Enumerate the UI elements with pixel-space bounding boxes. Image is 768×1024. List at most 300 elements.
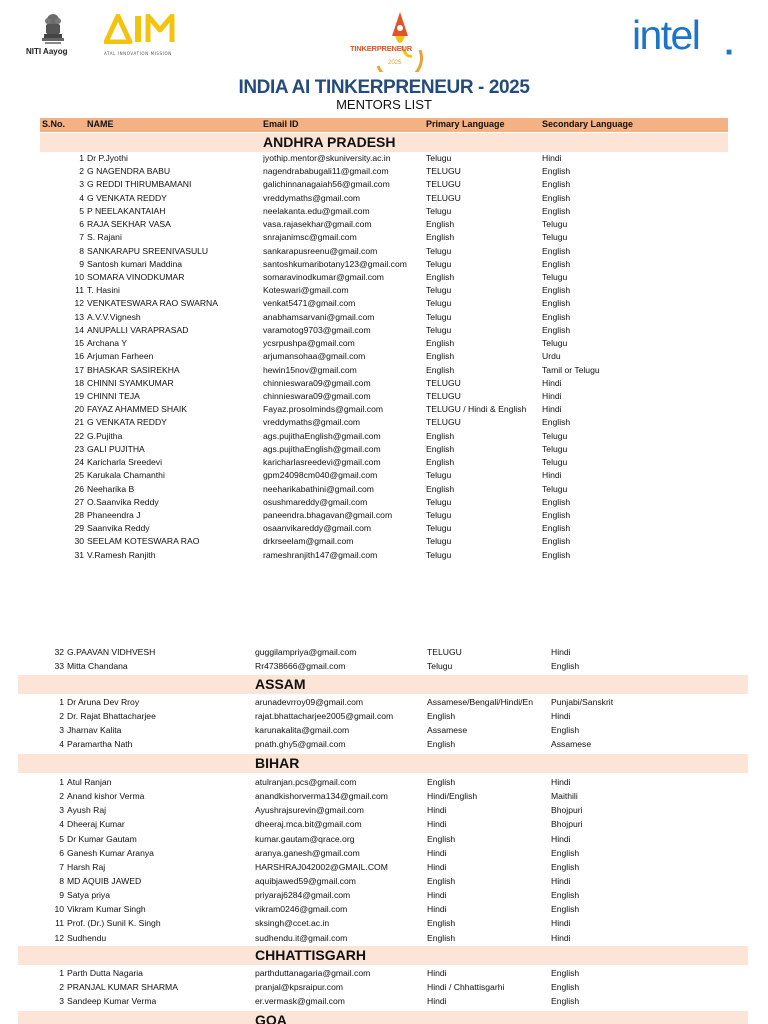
secondary-language: English (542, 179, 571, 190)
table-row (0, 819, 768, 832)
mentor-name: GALI PUJITHA (87, 443, 145, 454)
state-heading (18, 675, 748, 694)
secondary-language: English (542, 509, 571, 520)
mentor-email: varamotog9703@gmail.com (263, 324, 371, 335)
secondary-language: English (542, 205, 571, 216)
intel-logo (632, 12, 731, 59)
table-row (0, 298, 768, 311)
row-serial-number: 23 (74, 443, 84, 454)
table-row (0, 219, 768, 232)
mentor-name: G VENKATA REDDY (87, 417, 167, 428)
row-serial-number: 8 (59, 875, 64, 886)
mentor-email: gpm24098cm040@gmail.com (263, 470, 378, 481)
primary-language: Telugu (426, 496, 452, 507)
primary-language: English (426, 271, 455, 282)
mentor-email: anandkishorverma134@gmail.com (255, 791, 388, 802)
aim-mark-icon (104, 14, 184, 44)
mentor-name: V.Ramesh Ranjith (87, 549, 156, 560)
row-serial-number: 29 (74, 523, 84, 534)
mentor-email: rajat.bhattacharjee2005@gmail.com (255, 711, 394, 722)
table-row (0, 404, 768, 417)
primary-language: English (426, 457, 455, 468)
primary-language: English (426, 364, 455, 375)
mentor-email: sudhendu.it@gmail.com (255, 932, 348, 943)
logo-bar (0, 0, 768, 78)
table-row (0, 725, 768, 738)
secondary-language: English (542, 536, 571, 547)
secondary-language: Hindi (551, 777, 571, 787)
mentor-email: karunakalita@gmail.com (255, 725, 350, 736)
secondary-language: English (542, 285, 571, 296)
primary-language: Telugu (426, 523, 452, 534)
table-row (0, 805, 768, 818)
row-serial-number: 15 (74, 338, 84, 349)
mentor-email: santoshkumaribotany123@gmail.com (263, 258, 407, 269)
table-row (0, 365, 768, 378)
table-row (0, 285, 768, 298)
secondary-language: English (551, 996, 580, 1007)
mentor-name: A.V.V.Vignesh (87, 311, 141, 322)
mentor-email: sksingh@ccet.ac.in (255, 918, 330, 929)
table-row (0, 153, 768, 166)
tinkerpreneur-label: TINKERPRENEUR (350, 44, 412, 53)
row-serial-number: 17 (74, 364, 84, 375)
primary-language: TELUGU (427, 647, 462, 657)
primary-language: TELUGU (426, 192, 461, 203)
mentor-name: RAJA SEKHAR VASA (87, 219, 171, 230)
primary-language: Telugu (426, 298, 452, 309)
secondary-language: Hindi (551, 647, 571, 657)
state-name: GOA (255, 1012, 287, 1024)
mentor-email: pnath.ghy5@gmail.com (255, 739, 346, 750)
mentor-name: ANUPALLI VARAPRASAD (87, 324, 189, 335)
secondary-language: Hindi (542, 390, 562, 401)
row-serial-number: 2 (59, 711, 64, 722)
row-serial-number: 8 (79, 245, 84, 256)
mentor-email: nagendrababugali11@gmail.com (263, 166, 389, 177)
mentor-name: P NEELAKANTAIAH (87, 205, 166, 216)
secondary-language: Hindi (542, 377, 562, 388)
secondary-language: Telugu (542, 232, 568, 243)
mentor-name: SEELAM KOTESWARA RAO (87, 536, 200, 547)
secondary-language: English (542, 496, 571, 507)
secondary-language: Hindi (551, 932, 571, 943)
table-row (0, 739, 768, 752)
mentor-email: galichinnanagaiah56@gmail.com (263, 179, 390, 190)
table-row (0, 325, 768, 338)
aim-logo (104, 14, 194, 56)
intel-wordmark: intel (632, 12, 700, 58)
row-serial-number: 21 (74, 417, 84, 428)
mentor-name: Dr Aruna Dev Rroy (67, 697, 140, 707)
row-serial-number: 7 (59, 861, 64, 872)
mentor-name: Satya priya (67, 890, 110, 901)
mentor-name: Sudhendu (67, 932, 107, 943)
table-row (0, 391, 768, 404)
secondary-language: English (551, 661, 580, 671)
mentor-email: dheeraj.mca.bit@gmail.com (255, 819, 362, 830)
niti-aayog-logo (26, 12, 96, 56)
mentor-name: G NAGENDRA BABU (87, 166, 171, 177)
secondary-language: English (542, 245, 571, 256)
table-row (0, 259, 768, 272)
secondary-language: Maithili (551, 791, 578, 802)
mentor-name: CHINNI SYAMKUMAR (87, 377, 174, 388)
primary-language: TELUGU (426, 179, 461, 190)
primary-language: Telugu (426, 205, 452, 216)
primary-language: Hindi/English (427, 791, 478, 802)
row-serial-number: 1 (59, 777, 64, 787)
mentor-name: Phaneendra J (87, 509, 141, 520)
mentor-email: arunadevrroy09@gmail.com (255, 697, 364, 707)
mentor-email: karicharlasreedevi@gmail.com (263, 457, 381, 468)
table-row (0, 523, 768, 536)
table-row (0, 890, 768, 903)
state-heading (18, 946, 748, 965)
table-row (0, 312, 768, 325)
mentor-name: Parth Dutta Nagaria (67, 968, 143, 978)
table-row (0, 834, 768, 847)
primary-language: Telugu (426, 311, 452, 322)
secondary-language: English (542, 549, 571, 560)
row-serial-number: 3 (59, 805, 64, 816)
mentor-name: G REDDI THIRUMBAMANI (87, 179, 192, 190)
mentor-name: Saanvika Reddy (87, 523, 150, 534)
table-row (0, 272, 768, 285)
row-serial-number: 31 (74, 549, 84, 560)
primary-language: TELUGU (426, 390, 461, 401)
primary-language: Hindi (427, 847, 447, 858)
table-row (0, 697, 768, 710)
primary-language: English (426, 232, 455, 243)
table-row (0, 431, 768, 444)
row-serial-number: 6 (79, 219, 84, 230)
mentor-name: Sandeep Kumar Verma (67, 996, 157, 1007)
table-row (0, 351, 768, 364)
tinkerpreneur-year: 2025 (388, 60, 402, 66)
secondary-language: Assamese (551, 739, 592, 750)
primary-language: English (426, 351, 455, 362)
table-row (0, 982, 768, 995)
primary-language: TELUGU / Hindi & English (426, 404, 527, 415)
mentor-name: VENKATESWARA RAO SWARNA (87, 298, 218, 309)
mentor-email: Ayushrajsurevin@gmail.com (255, 805, 364, 816)
secondary-language: Tamil or Telugu (542, 364, 600, 375)
primary-language: English (427, 932, 456, 943)
table-row (0, 661, 768, 674)
rocket-icon (348, 6, 424, 72)
secondary-language: English (542, 417, 571, 428)
column-header-sno: S.No. (42, 119, 66, 129)
mentor-email: somaravinodkumar@gmail.com (263, 271, 384, 282)
mentor-email: anabhamsarvani@gmail.com (263, 311, 375, 322)
mentor-name: T. Hasini (87, 285, 120, 296)
page-title: INDIA AI TINKERPRENEUR - 2025 (238, 77, 530, 98)
row-serial-number: 11 (55, 918, 64, 929)
row-serial-number: 2 (59, 982, 64, 993)
secondary-language: English (542, 298, 571, 309)
mentor-name: Santosh kumari Maddina (87, 258, 183, 269)
row-serial-number: 28 (74, 509, 84, 520)
mentor-name: Dr Kumar Gautam (67, 833, 137, 844)
primary-language: English (426, 338, 455, 349)
state-name: CHHATTISGARH (255, 947, 366, 963)
row-serial-number: 12 (74, 298, 84, 309)
mentor-email: Koteswari@gmail.com (263, 285, 349, 296)
mentor-name: Atul Ranjan (67, 777, 112, 787)
secondary-language: English (542, 166, 571, 177)
mentor-email: guggilampriya@gmail.com (255, 647, 357, 657)
primary-language: TELUGU (426, 417, 461, 428)
secondary-language: English (542, 192, 571, 203)
mentor-email: osaanvikareddy@gmail.com (263, 523, 372, 534)
column-header-name: NAME (87, 119, 114, 129)
table-row (0, 338, 768, 351)
mentor-name: Anand kishor Verma (67, 791, 145, 802)
mentor-email: hewin15nov@gmail.com (263, 364, 357, 375)
table-row (0, 933, 768, 946)
secondary-language: English (551, 725, 580, 736)
table-row (0, 166, 768, 179)
row-serial-number: 4 (79, 192, 84, 203)
mentor-email: vreddymaths@gmail.com (263, 192, 361, 203)
secondary-language: Telugu (542, 338, 568, 349)
mentor-email: kumar.gautam@qrace.org (255, 833, 355, 844)
state-name: ASSAM (255, 676, 306, 692)
secondary-language: Hindi (551, 711, 571, 722)
primary-language: English (426, 443, 455, 454)
secondary-language: Bhojpuri (551, 805, 583, 816)
mentor-email: parthduttanagaria@gmail.com (255, 968, 371, 978)
mentor-email: Fayaz.prosolminds@gmail.com (263, 404, 384, 415)
secondary-language: Telugu (542, 443, 568, 454)
row-serial-number: 19 (74, 390, 84, 401)
state-name: ANDHRA PRADESH (263, 134, 396, 150)
mentor-name: Dr P.Jyothi (87, 153, 128, 163)
primary-language: English (427, 833, 456, 844)
table-row (0, 497, 768, 510)
column-header-email: Email ID (263, 119, 299, 129)
tinkerpreneur-logo (348, 6, 424, 72)
primary-language: Hindi (427, 996, 447, 1007)
secondary-language: English (542, 311, 571, 322)
table-row (0, 848, 768, 861)
primary-language: Hindi (427, 805, 447, 816)
secondary-language: English (542, 523, 571, 534)
intel-dot-icon: ■ (726, 47, 731, 58)
mentor-email: paneendra.bhagavan@gmail.com (263, 509, 393, 520)
mentor-name: Archana Y (87, 338, 127, 349)
row-serial-number: 3 (59, 996, 64, 1007)
state-heading (40, 133, 728, 152)
row-serial-number: 27 (74, 496, 84, 507)
primary-language: English (427, 711, 456, 722)
table-row (0, 246, 768, 259)
primary-language: English (427, 918, 456, 929)
table-row (0, 904, 768, 917)
niti-aayog-label: NITI Aayog (26, 47, 68, 56)
row-serial-number: 13 (74, 311, 84, 322)
primary-language: English (426, 219, 455, 230)
mentor-name: SOMARA VINODKUMAR (87, 271, 185, 282)
row-serial-number: 11 (75, 285, 84, 296)
row-serial-number: 14 (74, 324, 84, 335)
row-serial-number: 3 (79, 179, 84, 190)
mentor-email: arjumansohaa@gmail.com (263, 351, 366, 362)
column-header-primary-language: Primary Language (426, 119, 505, 129)
mentor-email: pranjal@kpsraipur.com (255, 982, 344, 993)
secondary-language: Hindi (542, 404, 562, 415)
mentor-name: Paramartha Nath (67, 739, 133, 750)
mentor-name: Dr. Rajat Bhattacharjee (67, 711, 156, 722)
row-serial-number: 16 (74, 351, 84, 362)
row-serial-number: 24 (74, 457, 84, 468)
primary-language: English (427, 739, 456, 750)
mentor-email: vikram0246@gmail.com (255, 904, 348, 915)
mentor-email: venkat5471@gmail.com (263, 298, 356, 309)
mentor-email: drkrseelam@gmail.com (263, 536, 354, 547)
secondary-language: Urdu (542, 351, 561, 362)
table-row (0, 484, 768, 497)
primary-language: Assamese (427, 725, 468, 736)
row-serial-number: 18 (74, 377, 84, 388)
mentor-email: neeharikabathini@gmail.com (263, 483, 374, 494)
row-serial-number: 9 (59, 890, 64, 901)
table-row (0, 711, 768, 724)
table-row (0, 968, 768, 981)
state-heading (18, 1011, 748, 1024)
secondary-language: English (551, 847, 580, 858)
mentor-name: Neeharika B (87, 483, 135, 494)
mentor-email: ags.pujithaEnglish@gmail.com (263, 443, 381, 454)
row-serial-number: 4 (59, 819, 64, 830)
mentor-name: Dheeraj Kumar (67, 819, 125, 830)
mentor-name: G.Pujitha (87, 430, 123, 441)
mentor-name: BHASKAR SASIREKHA (87, 364, 180, 375)
row-serial-number: 26 (74, 483, 84, 494)
mentor-name: Prof. (Dr.) Sunil K. Singh (67, 918, 161, 929)
mentor-name: Ayush Raj (67, 805, 107, 816)
page-subtitle: MENTORS LIST (336, 97, 432, 112)
table-row (0, 791, 768, 804)
primary-language: Telugu (426, 324, 452, 335)
mentor-name: MD AQUIB JAWED (67, 875, 142, 886)
row-serial-number: 32 (54, 647, 64, 657)
state-name: BIHAR (255, 755, 300, 771)
primary-language: TELUGU (426, 377, 461, 388)
mentor-email: Rr4738666@gmail.com (255, 661, 346, 671)
row-serial-number: 3 (59, 725, 64, 736)
table-header (40, 118, 728, 132)
mentor-name: Vikram Kumar Singh (67, 904, 146, 915)
table-row (0, 232, 768, 245)
table-row (0, 536, 768, 549)
row-serial-number: 1 (59, 697, 64, 707)
secondary-language: Telugu (542, 271, 568, 282)
table-row (0, 206, 768, 219)
secondary-language: English (551, 861, 580, 872)
secondary-language: Punjabi/Sanskrit (551, 697, 614, 707)
secondary-language: Telugu (542, 219, 568, 230)
mentor-email: snrajanimsc@gmail.com (263, 232, 357, 243)
table-row (0, 996, 768, 1009)
table-row (0, 777, 768, 790)
mentor-email: priyaraj6284@gmail.com (255, 890, 351, 901)
mentor-email: atulranjan.pcs@gmail.com (255, 777, 357, 787)
mentor-name: CHINNI TEJA (87, 390, 140, 401)
table-row (0, 550, 768, 563)
primary-language: Telugu (426, 549, 452, 560)
mentor-email: osushmareddy@gmail.com (263, 496, 368, 507)
row-serial-number: 9 (79, 258, 84, 269)
row-serial-number: 2 (79, 166, 84, 177)
state-heading (18, 754, 748, 773)
secondary-language: English (542, 324, 571, 335)
table-row (0, 193, 768, 206)
mentor-name: O.Saanvika Reddy (87, 496, 159, 507)
primary-language: English (426, 430, 455, 441)
table-row (0, 378, 768, 391)
aim-tagline: ATAL INNOVATION MISSION (104, 51, 172, 56)
mentor-name: PRANJAL KUMAR SHARMA (67, 982, 178, 993)
mentor-name: FAYAZ AHAMMED SHAIK (87, 404, 187, 415)
table-row (0, 862, 768, 875)
mentor-name: S. Rajani (87, 232, 122, 243)
table-row (0, 457, 768, 470)
national-emblem-icon (36, 12, 70, 46)
secondary-language: English (551, 904, 580, 915)
row-serial-number: 6 (59, 847, 64, 858)
mentor-name: Karukala Chamanthi (87, 470, 165, 481)
primary-language: Hindi (427, 819, 447, 830)
mentor-name: Mitta Chandana (67, 661, 128, 671)
row-serial-number: 4 (59, 739, 64, 750)
table-row (0, 417, 768, 430)
secondary-language: Hindi (542, 153, 562, 163)
row-serial-number: 1 (79, 153, 84, 163)
mentor-email: rameshranjith147@gmail.com (263, 549, 378, 560)
mentor-name: Karicharla Sreedevi (87, 457, 162, 468)
secondary-language: English (551, 968, 580, 978)
secondary-language: Hindi (551, 918, 571, 929)
primary-language: Telugu (426, 470, 452, 481)
table-row (0, 444, 768, 457)
mentor-email: HARSHRAJ042002@GMAIL.COM (255, 861, 388, 872)
primary-language: Hindi (427, 904, 447, 915)
mentor-email: neelakanta.edu@gmail.com (263, 205, 370, 216)
table-row (0, 876, 768, 889)
row-serial-number: 2 (59, 791, 64, 802)
primary-language: Hindi / Chhattisgarhi (427, 982, 505, 993)
mentor-email: jyothip.mentor@skuniversity.ac.in (263, 153, 391, 163)
table-row (0, 179, 768, 192)
row-serial-number: 12 (54, 932, 64, 943)
row-serial-number: 10 (74, 271, 84, 282)
table-row (0, 510, 768, 523)
mentor-email: vreddymaths@gmail.com (263, 417, 361, 428)
primary-language: Hindi (427, 861, 447, 872)
mentor-name: G VENKATA REDDY (87, 192, 167, 203)
row-serial-number: 22 (74, 430, 84, 441)
secondary-language: Telugu (542, 483, 568, 494)
secondary-language: English (551, 982, 580, 993)
row-serial-number: 1 (59, 968, 64, 978)
column-header-secondary-language: Secondary Language (542, 119, 634, 129)
mentor-name: Arjuman Farheen (87, 351, 154, 362)
row-serial-number: 20 (74, 404, 84, 415)
mentor-name: Ganesh Kumar Aranya (67, 847, 154, 858)
secondary-language: Hindi (551, 875, 571, 886)
